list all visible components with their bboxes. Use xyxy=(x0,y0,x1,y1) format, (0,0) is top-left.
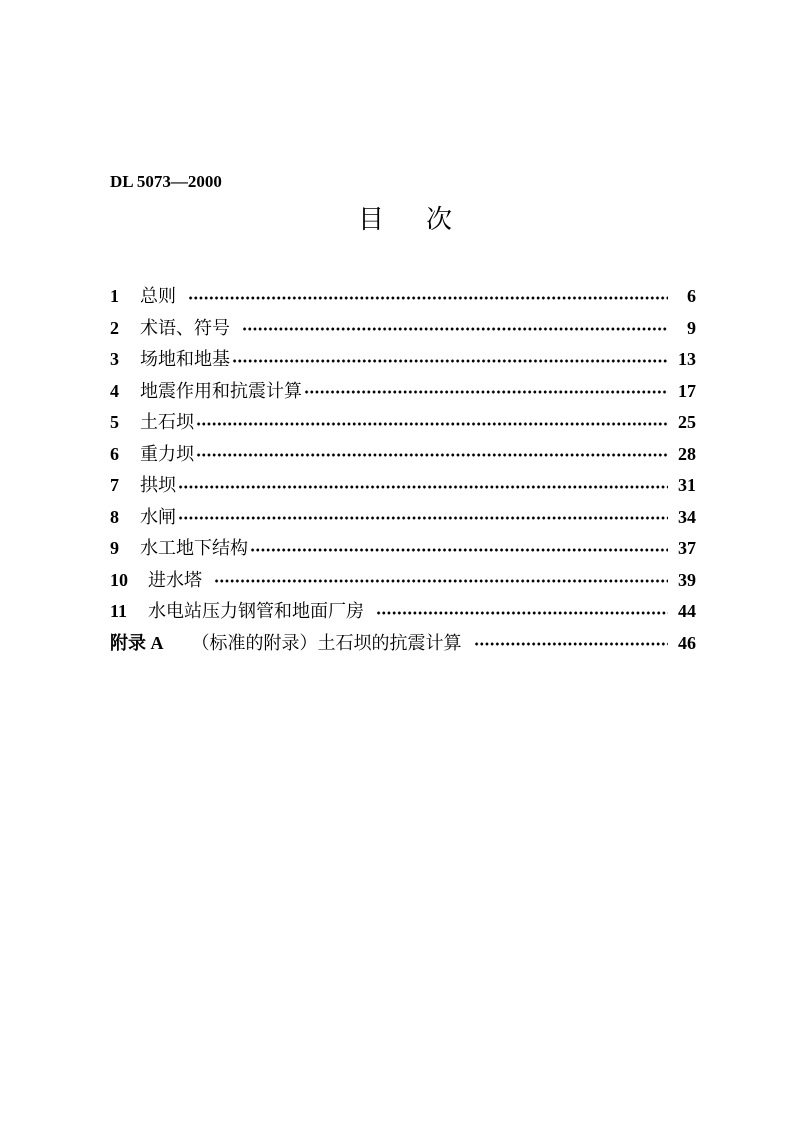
toc-entry-number: 8 xyxy=(110,506,119,527)
toc-entry-label: 水闸 xyxy=(140,506,176,528)
toc-entry-label: 水电站压力钢管和地面厂房 xyxy=(148,601,364,622)
toc-entry-number: 7 xyxy=(110,475,119,495)
toc-entry-1[interactable] xyxy=(110,281,696,313)
dot-leader xyxy=(178,516,668,520)
toc-entry-page: 34 xyxy=(678,506,696,527)
toc-entry-label: 土石坝 xyxy=(140,412,194,433)
toc-entry-label: 重力坝 xyxy=(140,443,194,465)
toc-entry-7[interactable] xyxy=(110,470,696,502)
toc-entry-label: 水工地下结构 xyxy=(140,538,248,559)
dot-leader xyxy=(242,327,668,331)
toc-entry-number: 5 xyxy=(110,412,119,432)
toc-entry-label: 场地和地基 xyxy=(140,349,230,370)
toc-entry-page: 17 xyxy=(678,380,696,401)
toc-entry-10[interactable] xyxy=(110,565,696,597)
dot-leader xyxy=(376,611,668,615)
toc-entry-page: 28 xyxy=(678,443,696,464)
dot-leader xyxy=(474,642,669,646)
toc-title-char-2: 次 xyxy=(426,205,453,235)
toc-entry-number: 11 xyxy=(110,601,128,621)
toc-entry-3[interactable] xyxy=(110,344,696,376)
toc-entry-label: 术语、符号 xyxy=(140,317,230,339)
toc-entry-label: 总则 xyxy=(140,286,176,307)
toc-entry-number: 1 xyxy=(110,286,119,306)
toc-entry-4[interactable] xyxy=(110,376,696,408)
toc-entry-number: 附录 A xyxy=(110,632,164,653)
toc-entry-label: 进水塔 xyxy=(148,569,202,591)
toc-entry-number: 9 xyxy=(110,538,119,558)
toc-entry-page: 39 xyxy=(678,569,696,590)
dot-leader xyxy=(196,453,668,457)
toc-title-char-1: 目 xyxy=(357,205,384,235)
toc-entry-6[interactable] xyxy=(110,439,696,471)
toc-entry-number: 2 xyxy=(110,317,119,338)
toc-entry-number: 3 xyxy=(110,349,119,369)
toc-entry-label: （标准的附录）土石坝的抗震计算 xyxy=(191,632,462,654)
toc-entry-page: 37 xyxy=(678,538,696,558)
dot-leader xyxy=(196,422,668,426)
toc-entry-label: 地震作用和抗震计算 xyxy=(140,380,302,402)
dot-leader xyxy=(188,296,668,300)
toc-title xyxy=(0,200,795,240)
dot-leader xyxy=(250,548,668,552)
dot-leader xyxy=(232,359,668,363)
toc-entry-label: 拱坝 xyxy=(140,475,176,496)
toc-entry-number: 4 xyxy=(110,380,119,401)
dot-leader xyxy=(304,390,668,394)
toc-entry-9[interactable] xyxy=(110,533,696,565)
toc-entry-page: 25 xyxy=(678,412,696,432)
toc-entry-page: 46 xyxy=(678,632,696,653)
dot-leader xyxy=(178,485,668,489)
toc-entry-page: 31 xyxy=(678,475,696,495)
toc-entry-2[interactable] xyxy=(110,313,696,345)
toc-entry-page: 44 xyxy=(678,601,696,621)
toc-entry-appendix-a[interactable] xyxy=(110,628,696,660)
toc-entry-11[interactable] xyxy=(110,596,696,628)
toc-entry-page: 9 xyxy=(687,317,696,338)
table-of-contents xyxy=(110,281,696,659)
toc-entry-number: 10 xyxy=(110,569,128,590)
toc-entry-number: 6 xyxy=(110,443,119,464)
toc-entry-5[interactable] xyxy=(110,407,696,439)
dot-leader xyxy=(214,579,668,583)
toc-entry-8[interactable] xyxy=(110,502,696,534)
standard-code: DL 5073—2000 xyxy=(110,172,222,191)
toc-entry-page: 13 xyxy=(678,349,696,369)
toc-entry-page: 6 xyxy=(687,286,696,306)
